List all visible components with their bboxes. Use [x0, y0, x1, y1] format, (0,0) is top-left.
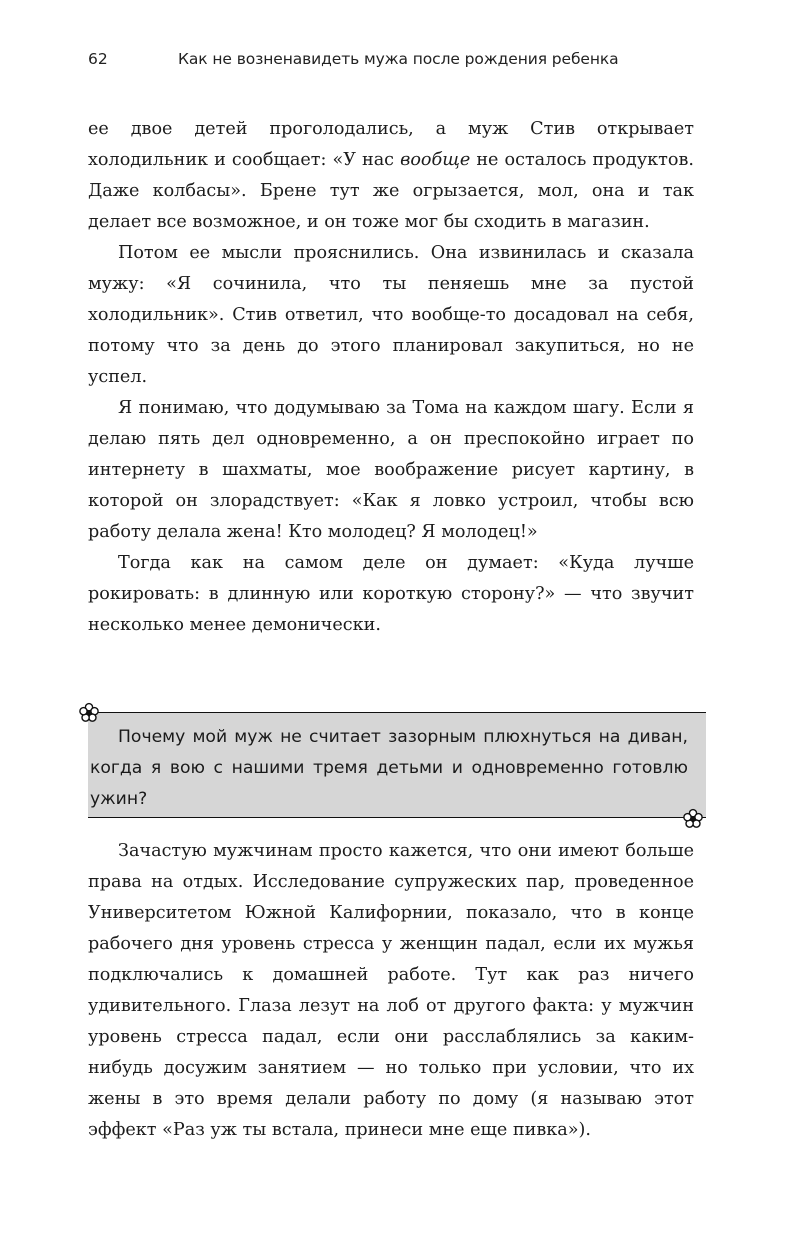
- main-text-top: [88, 114, 694, 641]
- callout-question: Почему мой муж не считает зазорным плюхнуться на диван, когда я вою с нашими тремя детьми и одновременно готовлю ужин?: [90, 727, 688, 809]
- question-callout: [88, 702, 707, 820]
- emphasis-word: вообще: [400, 150, 471, 170]
- paragraph-5: Зачастую мужчинам просто кажется, что они имеют больше права на отдых. Исследование супружеских пар, проведенное Университетом Южной Калифорнии, показало, что в конце рабочего дня уровень стресса у женщин падал, если их мужья подключались к домашней работе. Тут как раз ничего удивительного. Глаза лезут на лоб от другого факта: у мужчин уровень стресса падал, если они расслаблялись за каким-нибудь досужим занятием — но только при условии, что их жены в это время делали работу по дому (я называю этот эффект «Раз уж ты встала, принеси мне еще пивка»).: [88, 841, 694, 1140]
- paragraph-4: Тогда как на самом деле он думает: «Куда лучше рокировать: в длинную или короткую сторону?» — что звучит несколько менее демонически.: [88, 553, 694, 635]
- paragraph-1-start: ее двое детей проголодались, а муж Стив открывает холодильник и сообщает: «У нас: [88, 119, 694, 170]
- page-number: 62: [88, 50, 108, 68]
- paragraph-1: [88, 114, 694, 238]
- paragraph-1-end: не осталось продуктов. Даже колбасы». Брене тут же огрызается, мол, она и так делает все возможное, и он тоже мог бы сходить в магазин.: [88, 150, 694, 232]
- flower-icon: [682, 808, 704, 830]
- flower-icon: [78, 702, 100, 724]
- paragraph-3: Я понимаю, что додумываю за Тома на каждом шагу. Если я делаю пять дел одновременно, а он преспокойно играет по интернету в шахматы, мое воображение рисует картину, в которой он злорадствует: «Как я ловко устроил, чтобы всю работу делала жена! Кто молодец? Я молодец!»: [88, 398, 694, 542]
- main-text-bottom: [88, 836, 694, 1146]
- paragraph-2: Потом ее мысли прояснились. Она извинилась и сказала мужу: «Я сочинила, что ты пеняешь мне за пустой холодильник». Стив ответил, что вообще-то досадовал на себя, потому что за день до этого планировал закупиться, но не успел.: [88, 243, 694, 387]
- page-header: [88, 50, 708, 74]
- callout-box: [88, 712, 706, 818]
- running-title: Как не возненавидеть мужа после рождения ребенка: [178, 50, 619, 68]
